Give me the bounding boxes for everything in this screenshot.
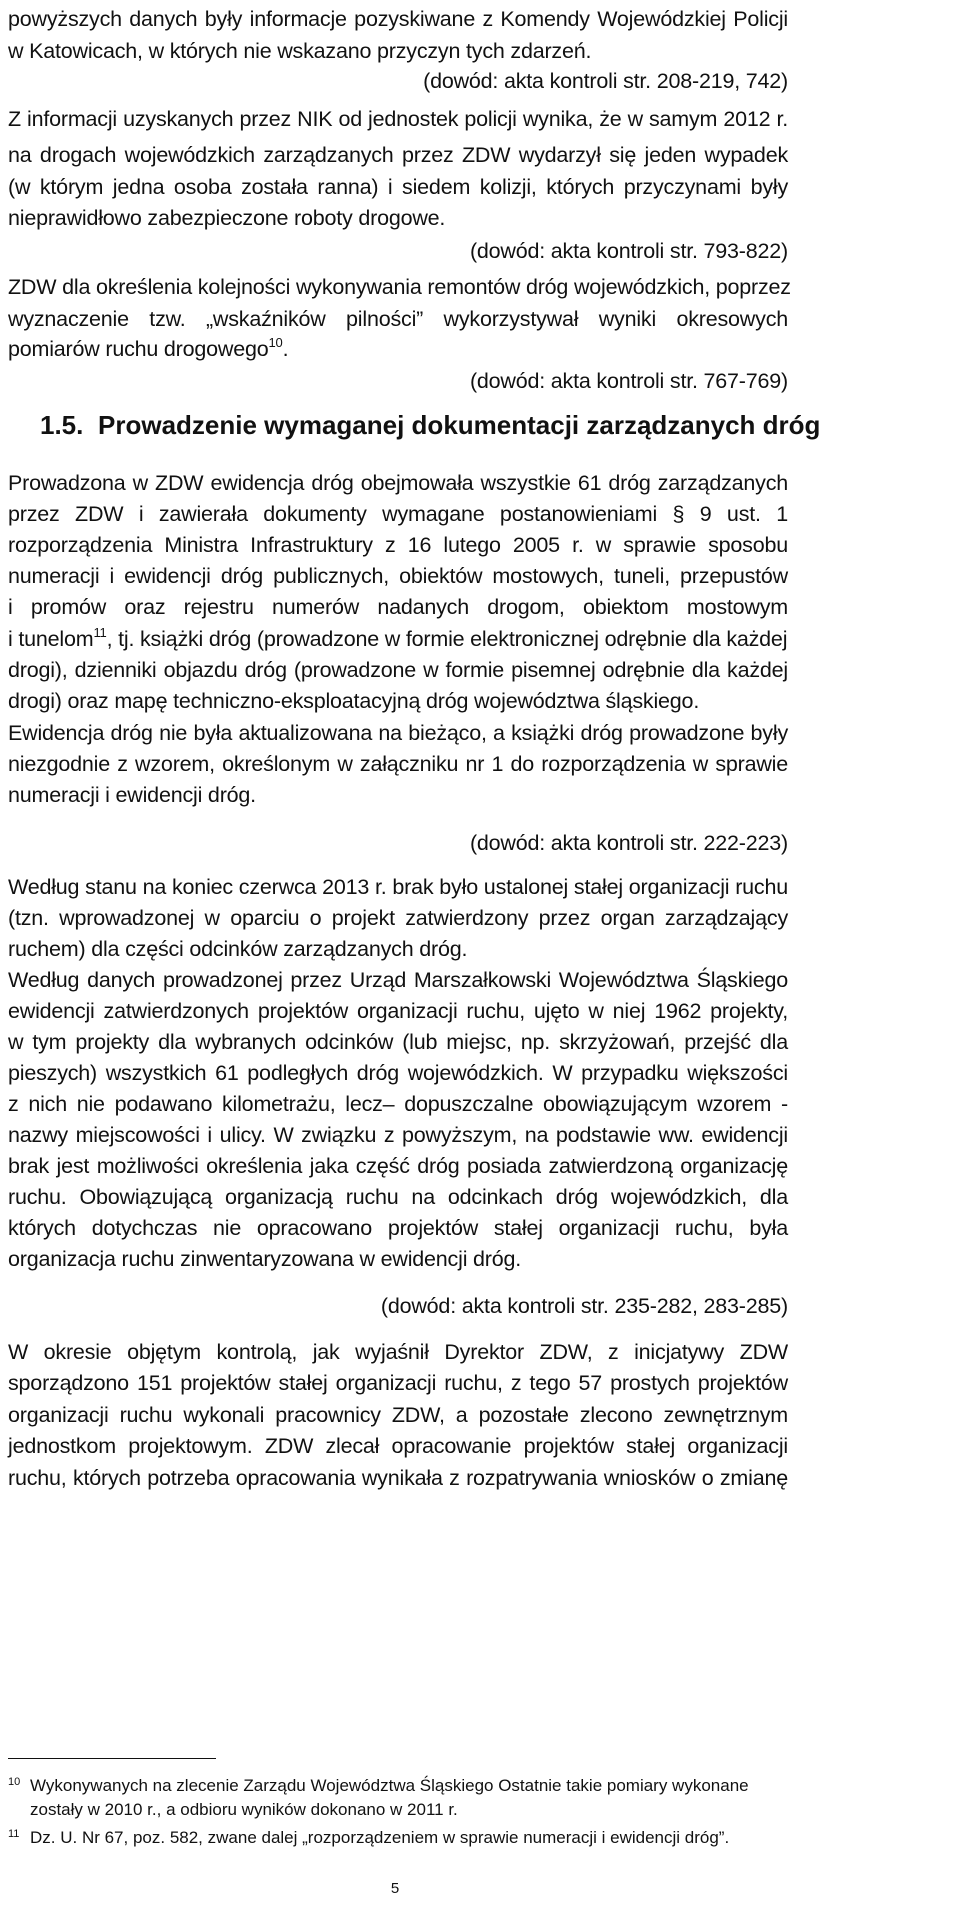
text-line: Ewidencja dróg nie była aktualizowana na bieżąco, a książki dróg prowadzone były	[8, 721, 788, 745]
evidence-reference: (dowód: akta kontroli str. 235-282, 283-285)	[380, 1294, 788, 1318]
text-line: wyznaczenie tzw. „wskaźników pilności” wykorzystywał wyniki okresowych	[8, 307, 788, 331]
footnote-ref: 10	[268, 335, 283, 350]
section-number: 1.5.	[40, 410, 84, 440]
text-line: ewidencji zatwierdzonych projektów organizacji ruchu, ujęto w niej 1962 projekty,	[8, 999, 788, 1023]
page-number: 5	[390, 1880, 400, 1897]
text-line: powyższych danych były informacje pozyskiwane z Komendy Wojewódzkiej Policji	[8, 7, 788, 31]
text-line: Z informacji uzyskanych przez NIK od jednostek policji wynika, że w samym 2012 r.	[8, 107, 788, 131]
evidence-reference: (dowód: akta kontroli str. 222-223)	[469, 831, 788, 855]
text-fragment: i tunelom	[8, 627, 94, 651]
footnote: 11 Dz. U. Nr 67, poz. 582, zwane dalej „rozporządzeniem w sprawie numeracji i ewidencji dróg”.	[8, 1828, 730, 1847]
evidence-reference: (dowód: akta kontroli str. 208-219, 742)	[423, 69, 788, 93]
text-line: ruchu. Obowiązującą organizacją ruchu na odcinkach dróg wojewódzkich, dla	[8, 1185, 788, 1209]
text-line: na drogach wojewódzkich zarządzanych przez ZDW wydarzył się jeden wypadek	[8, 143, 788, 167]
text-line: nazwy miejscowości i ulicy. W związku z powyższym, na podstawie ww. ewidencji	[8, 1123, 788, 1147]
text-line	[8, 624, 788, 654]
footnote-text: Dz. U. Nr 67, poz. 582, zwane dalej „rozporządzeniem w sprawie numeracji i ewidencji dróg”.	[30, 1828, 730, 1847]
text-line: numeracji i ewidencji dróg publicznych, obiektów mostowych, tuneli, przepustów	[8, 564, 788, 588]
text-line: Według danych prowadzonej przez Urząd Marszałkowski Województwa Śląskiego	[8, 968, 788, 992]
text-line: i promów oraz rejestru numerów nadanych drogom, obiektom mostowym	[8, 595, 788, 619]
text-fragment: .	[282, 337, 289, 361]
text-line: niezgodnie z wzorem, określonym w załączniku nr 1 do rozporządzenia w sprawie	[8, 752, 788, 776]
footnote-ref: 11	[93, 625, 107, 640]
text-fragment: pomiarów ruchu drogowego	[8, 337, 269, 361]
text-line: organizacja ruchu zinwentaryzowana w ewidencji dróg.	[8, 1247, 522, 1271]
section-heading	[40, 408, 820, 442]
text-line: w tym projekty dla wybranych odcinków (lub miejsc, np. skrzyżowań, przejść dla	[8, 1030, 788, 1054]
text-line	[8, 334, 788, 364]
text-line: ruchem) dla części odcinków zarządzanych dróg.	[8, 937, 468, 961]
text-line: drogi), dzienniki objazdu dróg (prowadzone w formie pisemnej odrębnie dla każdej	[8, 658, 788, 682]
footnote-separator	[8, 1758, 216, 1759]
evidence-reference: (dowód: akta kontroli str. 767-769)	[469, 369, 788, 393]
footnote-text: Wykonywanych na zlecenie Zarządu Województwa Śląskiego Ostatnie takie pomiary wykonane	[30, 1776, 749, 1795]
evidence-reference: (dowód: akta kontroli str. 793-822)	[469, 239, 788, 263]
text-line: (tzn. wprowadzonej w oparciu o projekt zatwierdzony przez organ zarządzający	[8, 906, 788, 930]
text-line: których dotychczas nie opracowano projektów stałej organizacji ruchu, była	[8, 1216, 788, 1240]
text-line: ZDW dla określenia kolejności wykonywania remontów dróg wojewódzkich, poprzez	[8, 275, 791, 299]
text-line: w Katowicach, w których nie wskazano przyczyn tych zdarzeń.	[8, 39, 592, 63]
text-line: z nich nie podawano kilometrażu, lecz– dopuszczalne obowiązującym wzorem -	[8, 1092, 788, 1116]
text-line: Według stanu na koniec czerwca 2013 r. brak było ustalonej stałej organizacji ruchu	[8, 875, 788, 899]
text-line: organizacji ruchu wykonali pracownicy ZDW, a pozostałe zlecono zewnętrznym	[8, 1403, 788, 1427]
footnote-continuation: zostały w 2010 r., a odbioru wyników dokonano w 2011 r.	[30, 1800, 458, 1819]
text-line: brak jest możliwości określenia jaka część dróg posiada zatwierdzoną organizację	[8, 1154, 788, 1178]
text-line: Prowadzona w ZDW ewidencja dróg obejmowała wszystkie 61 dróg zarządzanych	[8, 471, 788, 495]
section-title: Prowadzenie wymaganej dokumentacji zarządzanych dróg	[98, 410, 821, 440]
text-fragment: , tj. książki dróg (prowadzone w formie elektronicznej odrębnie dla każdej	[106, 627, 788, 651]
text-line: (w którym jedna osoba została ranna) i siedem kolizji, których przyczynami były	[8, 175, 788, 199]
text-line: sporządzono 151 projektów stałej organizacji ruchu, z tego 57 prostych projektów	[8, 1371, 788, 1395]
footnote: 10 Wykonywanych na zlecenie Zarządu Województwa Śląskiego Ostatnie takie pomiary wykonane	[8, 1776, 749, 1795]
text-line: nieprawidłowo zabezpieczone roboty drogowe.	[8, 206, 446, 230]
text-line: pieszych) wszystkich 61 podległych dróg wojewódzkich. W przypadku większości	[8, 1061, 788, 1085]
text-line: rozporządzenia Ministra Infrastruktury z 16 lutego 2005 r. w sprawie sposobu	[8, 533, 788, 557]
text-line: jednostkom projektowym. ZDW zlecał opracowanie projektów stałej organizacji	[8, 1434, 788, 1458]
text-line: ruchu, których potrzeba opracowania wynikała z rozpatrywania wniosków o zmianę	[8, 1466, 788, 1490]
text-line: W okresie objętym kontrolą, jak wyjaśnił Dyrektor ZDW, z inicjatywy ZDW	[8, 1340, 788, 1364]
text-line: numeracji i ewidencji dróg.	[8, 783, 256, 807]
text-line: przez ZDW i zawierała dokumenty wymagane postanowieniami § 9 ust. 1	[8, 502, 788, 526]
text-line: drogi) oraz mapę techniczno-eksploatacyjną dróg województwa śląskiego.	[8, 689, 700, 713]
